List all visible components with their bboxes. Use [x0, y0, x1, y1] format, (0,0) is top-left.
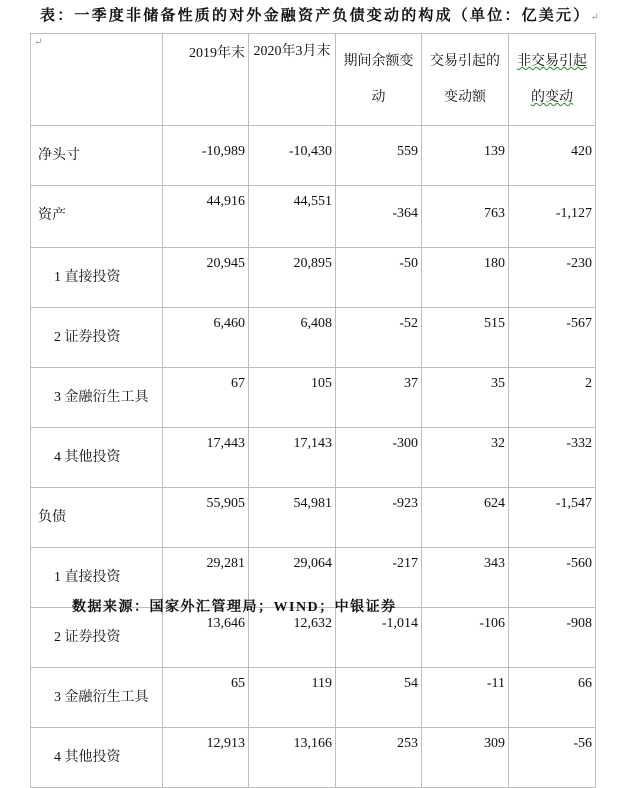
- row-label: 4 其他投资: [31, 728, 163, 788]
- table-row: [31, 728, 596, 788]
- cell-value: 420: [509, 126, 596, 186]
- row-label: 资产: [31, 186, 163, 248]
- cell-value: 32: [422, 428, 509, 488]
- cell-value: -230: [509, 248, 596, 308]
- row-label: 净头寸: [31, 126, 163, 186]
- cell-value: -106: [422, 608, 509, 668]
- cell-value: 2: [509, 368, 596, 428]
- cell-value: 66: [509, 668, 596, 728]
- data-table: [30, 33, 596, 788]
- cell-value: 559: [336, 126, 422, 186]
- table-row: [31, 248, 596, 308]
- cell-value: 44,551: [249, 186, 336, 248]
- row-label: 4 其他投资: [31, 428, 163, 488]
- cell-value: 44,916: [163, 186, 249, 248]
- cell-value: -52: [336, 308, 422, 368]
- header-transaction-change: 交易引起的变动额: [422, 34, 509, 126]
- header-2020: 2020年3月末: [249, 34, 336, 126]
- cell-value: -11: [422, 668, 509, 728]
- table-row: [31, 308, 596, 368]
- cell-value: -1,014: [336, 608, 422, 668]
- cell-value: 65: [163, 668, 249, 728]
- cell-value: -567: [509, 308, 596, 368]
- row-label: 负债: [31, 488, 163, 548]
- cell-value: -364: [336, 186, 422, 248]
- cell-value: -1,127: [509, 186, 596, 248]
- cell-value: 20,895: [249, 248, 336, 308]
- header-non-transaction-text: 非交易引起的变动: [517, 54, 587, 105]
- table-row: [31, 368, 596, 428]
- cell-value: -50: [336, 248, 422, 308]
- cell-value: 253: [336, 728, 422, 788]
- table-title: [40, 4, 601, 25]
- table-row: [31, 428, 596, 488]
- row-label: 3 金融衍生工具: [31, 368, 163, 428]
- cell-value: 6,460: [163, 308, 249, 368]
- cell-value: -300: [336, 428, 422, 488]
- cell-value: 6,408: [249, 308, 336, 368]
- cell-value: 105: [249, 368, 336, 428]
- title-text: 表：一季度非储备性质的对外金融资产负债变动的构成（单位：亿美元）: [40, 8, 591, 24]
- cell-value: 37: [336, 368, 422, 428]
- cell-value: 54: [336, 668, 422, 728]
- header-balance-change: 期间余额变动: [336, 34, 422, 126]
- cell-value: 12,632: [249, 608, 336, 668]
- table-row: [31, 488, 596, 548]
- cell-value: 515: [422, 308, 509, 368]
- cell-value: 67: [163, 368, 249, 428]
- paragraph-mark-icon: ↵: [34, 37, 43, 48]
- header-empty: [31, 34, 163, 126]
- cell-value: 13,646: [163, 608, 249, 668]
- table-row: [31, 668, 596, 728]
- cell-value: 17,143: [249, 428, 336, 488]
- row-label: 2 证券投资: [31, 308, 163, 368]
- cell-value: -10,430: [249, 126, 336, 186]
- cell-value: 29,064: [249, 548, 336, 608]
- cell-value: 13,166: [249, 728, 336, 788]
- cell-value: 624: [422, 488, 509, 548]
- cell-value: 54,981: [249, 488, 336, 548]
- cell-value: 12,913: [163, 728, 249, 788]
- paragraph-mark-icon: ↵: [590, 12, 601, 23]
- cell-value: 17,443: [163, 428, 249, 488]
- cell-value: 139: [422, 126, 509, 186]
- cell-value: -10,989: [163, 126, 249, 186]
- table-row: [31, 126, 596, 186]
- cell-value: 763: [422, 186, 509, 248]
- header-2019: 2019年末: [163, 34, 249, 126]
- cell-value: 35: [422, 368, 509, 428]
- row-label: 1 直接投资: [31, 548, 163, 608]
- source-note: 数据来源：国家外汇管理局；WIND；中银证券: [72, 600, 397, 615]
- row-label: 3 金融衍生工具: [31, 668, 163, 728]
- cell-value: -923: [336, 488, 422, 548]
- header-row: [31, 34, 596, 126]
- header-non-transaction-change: [509, 34, 596, 126]
- cell-value: -217: [336, 548, 422, 608]
- table-row: [31, 608, 596, 668]
- cell-value: -332: [509, 428, 596, 488]
- cell-value: -560: [509, 548, 596, 608]
- cell-value: -1,547: [509, 488, 596, 548]
- cell-value: 343: [422, 548, 509, 608]
- table-row: [31, 186, 596, 248]
- cell-value: 180: [422, 248, 509, 308]
- cell-value: -56: [509, 728, 596, 788]
- row-label: 1 直接投资: [31, 248, 163, 308]
- cell-value: 20,945: [163, 248, 249, 308]
- cell-value: 309: [422, 728, 509, 788]
- cell-value: 119: [249, 668, 336, 728]
- cell-value: 29,281: [163, 548, 249, 608]
- cell-value: 55,905: [163, 488, 249, 548]
- row-label: 2 证券投资: [31, 608, 163, 668]
- cell-value: -908: [509, 608, 596, 668]
